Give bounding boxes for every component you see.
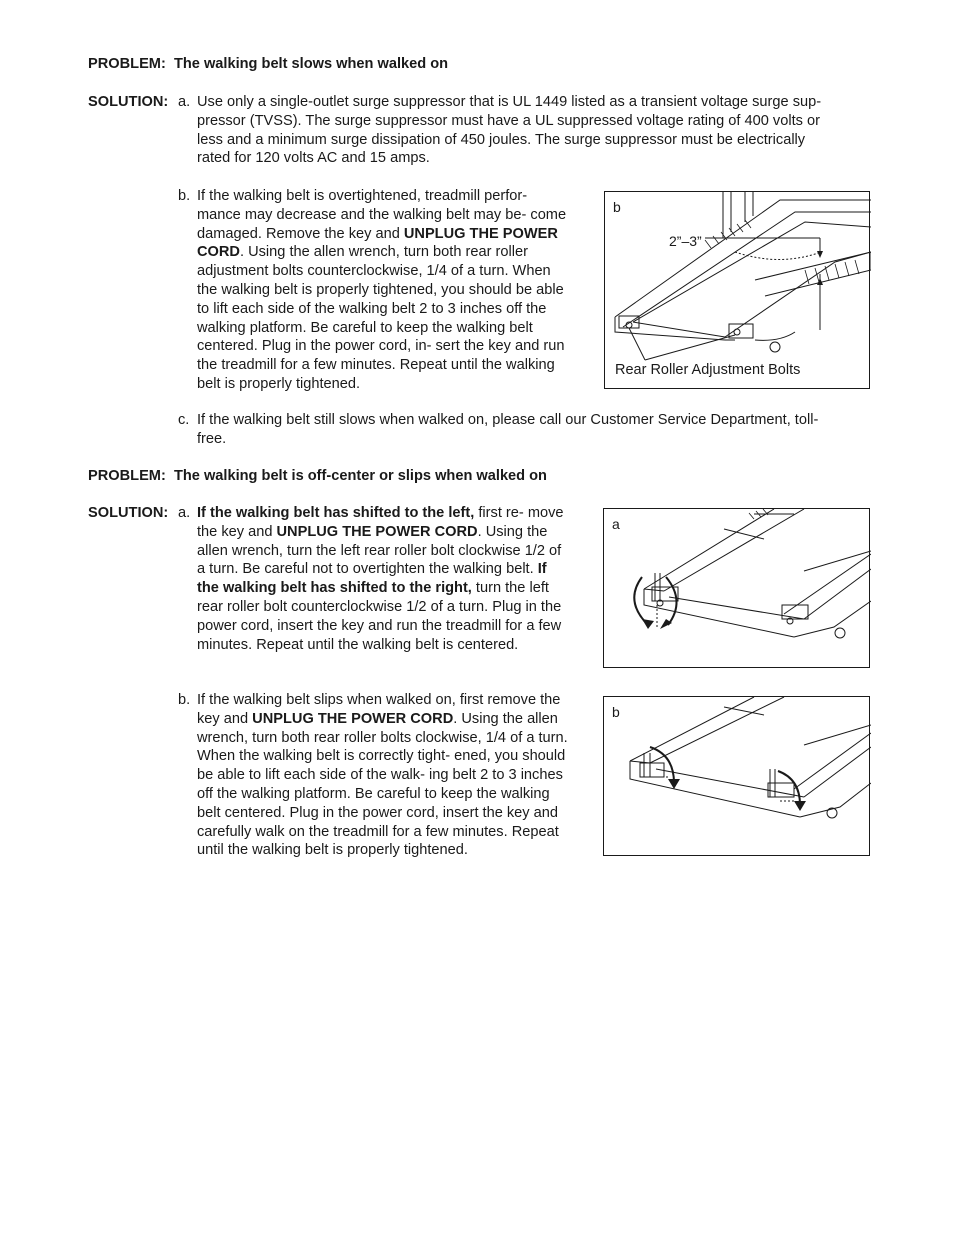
figure-both-bolts-adjust xyxy=(603,696,870,856)
item-letter-2b: b. xyxy=(178,692,191,708)
item-letter-2a: a. xyxy=(178,505,191,521)
problem-heading-2: PROBLEM: The walking belt is off-center or slips when walked on xyxy=(88,468,547,484)
solution-label-2: SOLUTION: xyxy=(88,505,169,521)
treadmill-diagram-3 xyxy=(604,697,871,857)
figure-caption: Rear Roller Adjustment Bolts xyxy=(615,362,801,379)
treadmill-diagram-2 xyxy=(604,509,871,669)
item-letter-1a: a. xyxy=(178,94,191,110)
item-letter-1b: b. xyxy=(178,188,191,204)
figure-letter: b xyxy=(612,704,620,720)
figure-letter: a xyxy=(612,516,620,532)
figure-letter: b xyxy=(613,199,621,215)
solution-2b-text: If the walking belt slips when walked on, first remove the key and UNPLUG THE POWER CORD. Using the allen wrench, turn both rear roller bolts clockwise, 1/4 of a turn. When the walking belt is correctly tight- ened, you should be able to lift each side of the walk- ing belt 2 to 3 inches off the walking platform. Be careful to keep the walking belt centered. Plug in the power cord, insert the key and carefully walk on the treadmill for a few minutes. Repeat until the walking belt is properly tightened. xyxy=(197,692,568,859)
solution-1a-text: Use only a single-outlet surge suppressor that is UL 1449 listed as a transient voltage surge sup- pressor (TVSS). The surge suppressor must have a UL suppressed voltage rating of 400 volts or less and a minimum surge dissipation of 450 joules. The surge suppressor must be electrically rated for 120 volts AC and 15 amps. xyxy=(197,94,822,167)
solution-1c-text: If the walking belt still slows when walked on, please call our Customer Service Department, toll- free. xyxy=(197,412,819,447)
solution-2a-text: If the walking belt has shifted to the left, first re- move the key and UNPLUG THE POWER CORD. Using the allen wrench, turn the left rear roller bolt clockwise 1/2 of a turn. Be careful not to overtighten the walking belt. If the walking belt has shifted to the right, turn the left rear roller bolt counterclockwise 1/2 of a turn. Plug in the power cord, insert the key and run the treadmill for a few minutes. Repeat until the walking belt is centered. xyxy=(197,505,564,653)
solution-1b-text: If the walking belt is overtightened, treadmill perfor- mance may decrease and the walking belt may be- come damaged. Remove the key and UNPLUG THE POWER CORD. Using the allen wrench, turn both rear roller adjustment bolts counterclockwise, 1/4 of a turn. When the walking belt is properly tightened, you should be able to lift each side of the walking belt 2 to 3 inches off the walking platform. Be careful to keep the walking belt centered. Plug in the power cord, in- sert the key and run the treadmill for a few minutes. Repeat until the walking belt is properly tightened. xyxy=(197,188,567,392)
measurement-label: 2”–3” xyxy=(669,233,702,249)
item-letter-1c: c. xyxy=(178,412,190,428)
solution-label-1: SOLUTION: xyxy=(88,94,169,110)
figure-left-bolt-adjust xyxy=(603,508,870,668)
figure-rear-roller-bolts xyxy=(604,191,870,389)
problem-heading-1: PROBLEM: The walking belt slows when walked on xyxy=(88,56,449,72)
